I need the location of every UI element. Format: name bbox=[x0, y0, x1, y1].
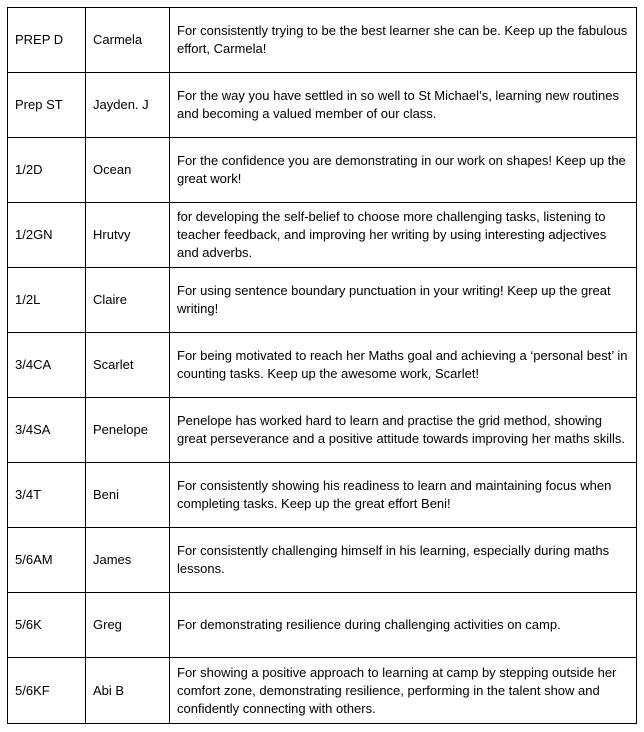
reason-cell: For consistently trying to be the best learner she can be. Keep up the fabulous effort, Carmela! bbox=[170, 8, 637, 73]
class-cell: 3/4CA bbox=[8, 333, 86, 398]
reason-cell: For the confidence you are demonstrating in our work on shapes! Keep up the great work! bbox=[170, 138, 637, 203]
awards-table bbox=[7, 7, 637, 724]
table-row bbox=[8, 73, 637, 138]
table-row bbox=[8, 8, 637, 73]
table-row bbox=[8, 138, 637, 203]
table-row bbox=[8, 333, 637, 398]
class-cell: 5/6AM bbox=[8, 528, 86, 593]
class-cell: 3/4SA bbox=[8, 398, 86, 463]
table-row bbox=[8, 268, 637, 333]
table-row bbox=[8, 463, 637, 528]
reason-cell: For consistently challenging himself in his learning, especially during maths lessons. bbox=[170, 528, 637, 593]
class-cell: 5/6K bbox=[8, 593, 86, 658]
table-row bbox=[8, 528, 637, 593]
reason-cell: for developing the self-belief to choose more challenging tasks, listening to teacher feedback, and improving her writing by using interesting adjectives and adverbs. bbox=[170, 203, 637, 268]
student-name-cell: Ocean bbox=[86, 138, 170, 203]
student-name-cell: Abi B bbox=[86, 658, 170, 724]
reason-cell: For showing a positive approach to learning at camp by stepping outside her comfort zone, demonstrating resilience, performing in the talent show and confidently connecting with others. bbox=[170, 658, 637, 724]
class-cell: 1/2D bbox=[8, 138, 86, 203]
class-cell: Prep ST bbox=[8, 73, 86, 138]
student-name-cell: Carmela bbox=[86, 8, 170, 73]
student-name-cell: Beni bbox=[86, 463, 170, 528]
reason-cell: For consistently showing his readiness to learn and maintaining focus when completing tasks. Keep up the great effort Beni! bbox=[170, 463, 637, 528]
student-name-cell: Claire bbox=[86, 268, 170, 333]
table-row bbox=[8, 398, 637, 463]
reason-cell: For using sentence boundary punctuation in your writing! Keep up the great writing! bbox=[170, 268, 637, 333]
table-row bbox=[8, 658, 637, 724]
table-row bbox=[8, 593, 637, 658]
student-name-cell: Penelope bbox=[86, 398, 170, 463]
class-cell: 1/2GN bbox=[8, 203, 86, 268]
student-name-cell: James bbox=[86, 528, 170, 593]
reason-cell: For demonstrating resilience during challenging activities on camp. bbox=[170, 593, 637, 658]
reason-cell: For being motivated to reach her Maths goal and achieving a ‘personal best’ in counting tasks. Keep up the awesome work, Scarlet! bbox=[170, 333, 637, 398]
class-cell: 5/6KF bbox=[8, 658, 86, 724]
student-name-cell: Hrutvy bbox=[86, 203, 170, 268]
class-cell: PREP D bbox=[8, 8, 86, 73]
student-name-cell: Jayden. J bbox=[86, 73, 170, 138]
table-row bbox=[8, 203, 637, 268]
student-name-cell: Scarlet bbox=[86, 333, 170, 398]
class-cell: 1/2L bbox=[8, 268, 86, 333]
student-name-cell: Greg bbox=[86, 593, 170, 658]
reason-cell: For the way you have settled in so well to St Michael’s, learning new routines and becoming a valued member of our class. bbox=[170, 73, 637, 138]
reason-cell: Penelope has worked hard to learn and practise the grid method, showing great perseverance and a positive attitude towards improving her maths skills. bbox=[170, 398, 637, 463]
class-cell: 3/4T bbox=[8, 463, 86, 528]
